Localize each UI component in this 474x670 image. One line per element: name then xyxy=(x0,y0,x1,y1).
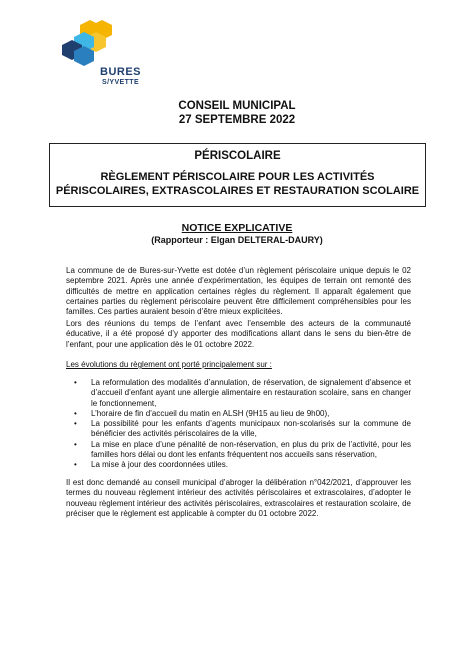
subject-subtitle xyxy=(50,171,425,198)
subject-subtitle-line2: PÉRISCOLAIRES, EXTRASCOLAIRES ET RESTAURATION SCOLAIRE xyxy=(55,184,420,197)
changes-list xyxy=(66,378,411,471)
subject-subtitle-line1: RÈGLEMENT PÉRISCOLAIRE POUR LES ACTIVITÉS xyxy=(100,171,375,183)
list-item: • L’horaire de fin d’accueil du matin en ALSH (9H15 au lieu de 9h00), xyxy=(66,409,411,419)
subject-box xyxy=(49,143,426,207)
list-item: • La reformulation des modalités d’annulation, de réservation, de signalement d’absence et d’accueil d’enfant ayant une allergie alimentaire en restauration scolaire, sans en changer le fonctionnement, xyxy=(66,378,411,409)
list-item: • La mise à jour des coordonnées utiles. xyxy=(66,460,411,470)
list-item: • La possibilité pour les enfants d’agents municipaux non-scolarisés sur la commune de bénéficier des activités périscolaires de la ville, xyxy=(66,419,411,440)
municipal-logo xyxy=(60,18,150,93)
paragraph-conclusion: Il est donc demandé au conseil municipal d’abroger la délibération n°042/2021, d’approuver les termes du nouveau règlement intérieur des activités périscolaires et extrascolaires, d’adopter le nouveau règlement intérieur des activités périscolaires, extrascolaires et restauration scolaire, de préciser que le règlement est applicable à compter du 01 octobre 2022. xyxy=(66,478,411,518)
notice-title: NOTICE EXPLICATIVE xyxy=(181,222,293,234)
honeycomb-logo-icon xyxy=(60,18,150,66)
list-intro: Les évolutions du règlement ont porté principalement sur : xyxy=(66,360,272,369)
meeting-date: 27 SEPTEMBRE 2022 xyxy=(178,114,296,126)
paragraph-intro: La commune de de Bures-sur-Yvette est dotée d’un règlement périscolaire unique depuis le 02 septembre 2021. Après une année d’expérimentation, les équipes de terrain ont remonté des difficultés de mettre en application certaines règles du règlement. Il apparaît également que certaines parties du règlement périscolaire peuvent être difficilement compréhensibles pour les familles. Ces parties auraient besoin d’être mieux explicitées. xyxy=(66,266,411,317)
notice-header xyxy=(0,222,474,245)
meeting-title: CONSEIL MUNICIPAL xyxy=(178,100,296,112)
paragraph-meetings: Lors des réunions du temps de l’enfant avec l’ensemble des acteurs de la communauté éducative, il a été proposé d’y apporter des modifications allant dans le sens du bien-être de l’enfant, pour une application dès le 01 octobre 2022. xyxy=(66,319,411,349)
rapporteur-line: (Rapporteur : Elgan DELTERAL-DAURY) xyxy=(151,235,323,245)
list-item: • La mise en place d’une pénalité de non-réservation, en plus du prix de l’activité, pour les familles hors délai ou dont les enfants fréquentent nos accueils sans réservation, xyxy=(66,440,411,461)
logo-name: BURES xyxy=(100,66,142,78)
subject-title: PÉRISCOLAIRE xyxy=(194,150,281,162)
logo-subtitle: S/YVETTE xyxy=(102,79,140,86)
